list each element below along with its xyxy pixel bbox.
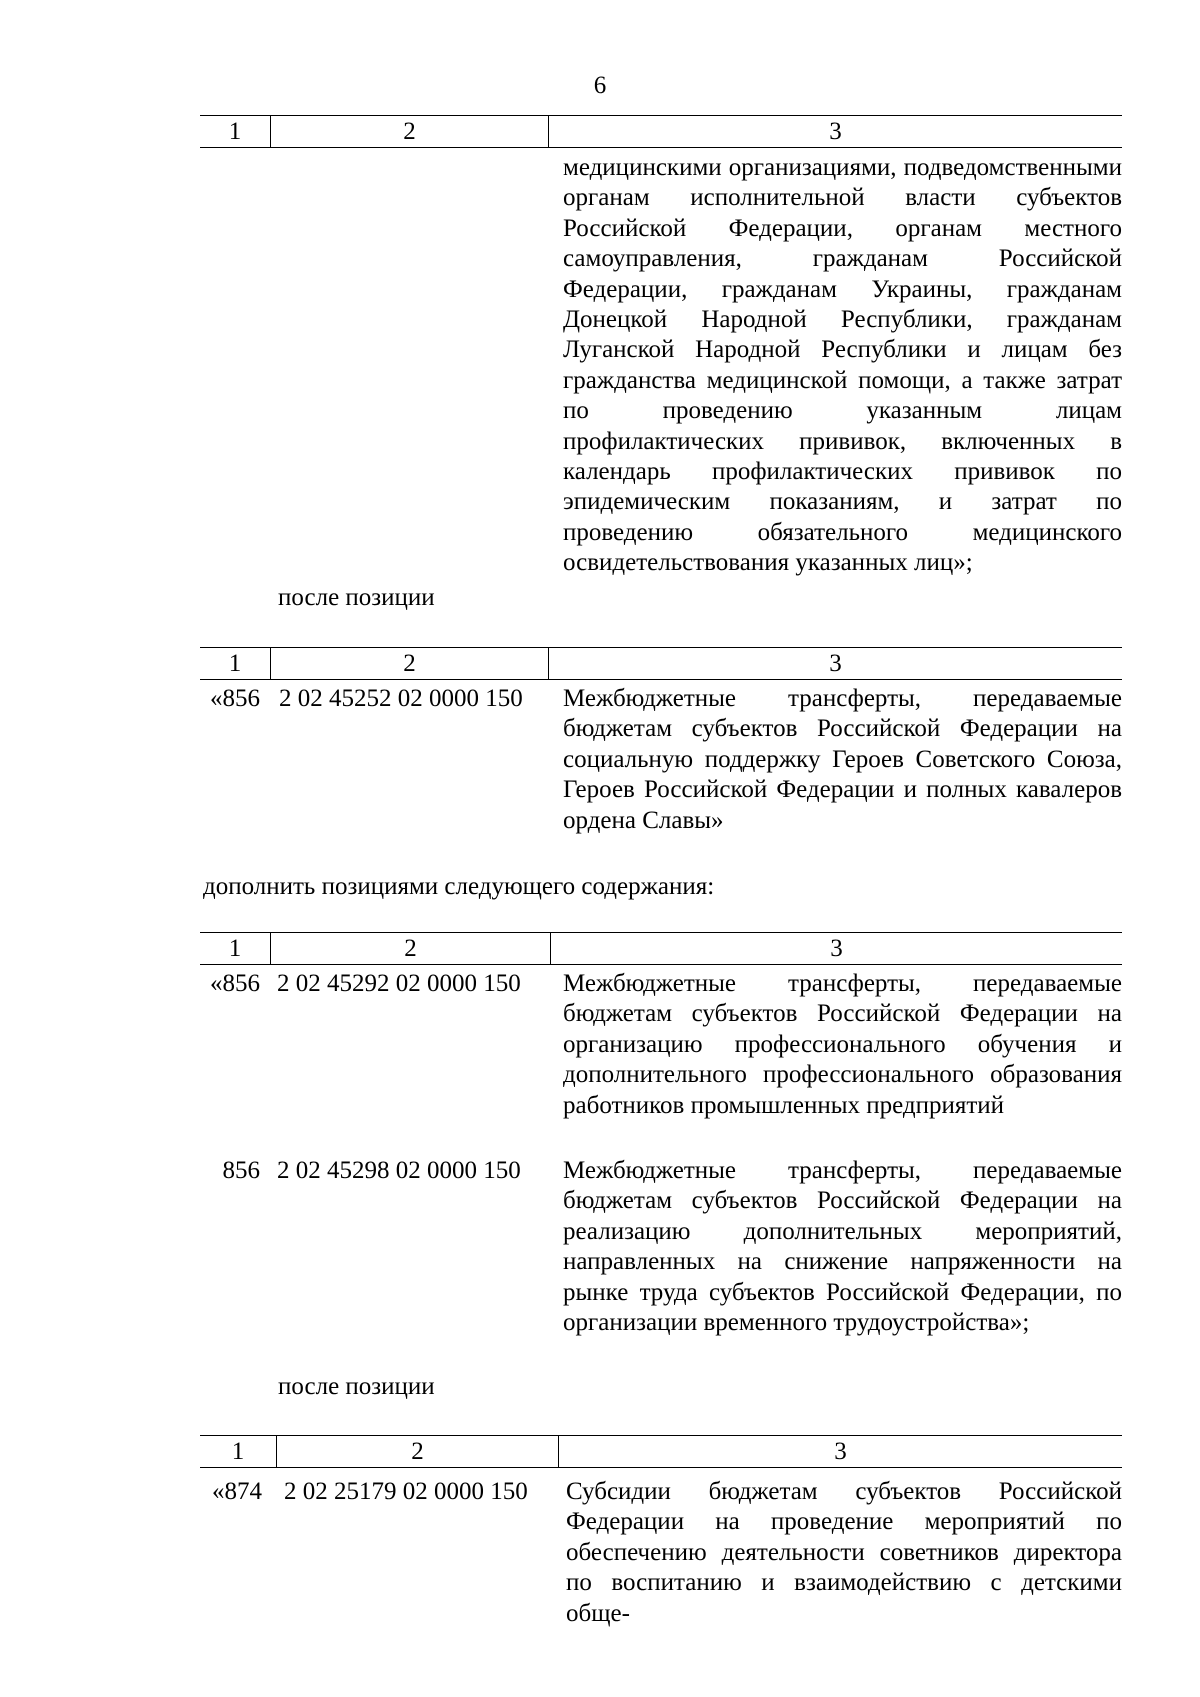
row-code-admin: «856 [210, 970, 260, 997]
paragraph-supplement: дополнить позициями следующего содержания: [203, 873, 715, 900]
table-header-col3: 3 [550, 933, 1122, 964]
paragraph-after-position: после позиции [278, 584, 435, 611]
row-description: Межбюджетные трансферты, передаваемые бюджетам субъектов Российской Федерации на реализацию дополнительных мероприятий, направленных на снижение напряженности на рынке труда субъектов Российской Федерации, по организации временного трудоустройства»; [563, 1157, 1122, 1337]
table-header-col2: 2 [276, 1436, 558, 1467]
table-header-col2: 2 [270, 648, 548, 679]
row-code-admin: «856 [210, 685, 260, 712]
table-header [200, 647, 1122, 680]
page-number: 6 [593, 72, 607, 99]
paragraph-after-position: после позиции [278, 1373, 435, 1400]
table-header [200, 932, 1122, 965]
row-description: Субсидии бюджетам субъектов Российской Федерации на проведение мероприятий по обеспечению деятельности советников директора по воспитанию и взаимодействию с детскими обще- [566, 1478, 1122, 1627]
table-header-col2: 2 [270, 116, 548, 147]
table-header-col1: 1 [228, 934, 242, 962]
table-header [200, 115, 1122, 148]
row-description: Межбюджетные трансферты, передаваемые бюджетам субъектов Российской Федерации на социальную поддержку Героев Советского Союза, Героев Российской Федерации и полных кавалеров ордена Славы» [563, 685, 1122, 834]
row-code-admin: «874 [212, 1478, 262, 1505]
row-code-admin: 856 [222, 1157, 260, 1184]
row-code-classifier: 2 02 25179 02 0000 150 [284, 1478, 528, 1505]
table-header-col1: 1 [228, 117, 242, 145]
table-header-col1: 1 [228, 649, 242, 677]
row-description: медицинскими организациями, подведомственными органам исполнительной власти субъектов Российской Федерации, органам местного самоуправления, гражданам Российской Федерации, гражданам Украины, гражданам Донецкой Народной Республики, гражданам Луганской Народной Республики и лицам без гражданства медицинской помощи, а также затрат по проведению указанным лицам профилактических прививок, включенных в календарь профилактических прививок по эпидемическим показаниям, и затрат по проведению обязательного медицинского освидетельствования указанных лиц»; [563, 154, 1122, 577]
row-code-classifier: 2 02 45298 02 0000 150 [277, 1157, 521, 1184]
table-header-col1: 1 [231, 1437, 245, 1465]
table-header-col3: 3 [548, 116, 1122, 147]
table-header-col3: 3 [558, 1436, 1122, 1467]
row-code-classifier: 2 02 45252 02 0000 150 [279, 685, 523, 712]
table-header-col3: 3 [548, 648, 1122, 679]
row-description: Межбюджетные трансферты, передаваемые бюджетам субъектов Российской Федерации на организацию профессионального обучения и дополнительного профессионального образования работников промышленных предприятий [563, 970, 1122, 1119]
table-header [200, 1435, 1122, 1468]
table-header-col2: 2 [270, 933, 550, 964]
row-code-classifier: 2 02 45292 02 0000 150 [277, 970, 521, 997]
